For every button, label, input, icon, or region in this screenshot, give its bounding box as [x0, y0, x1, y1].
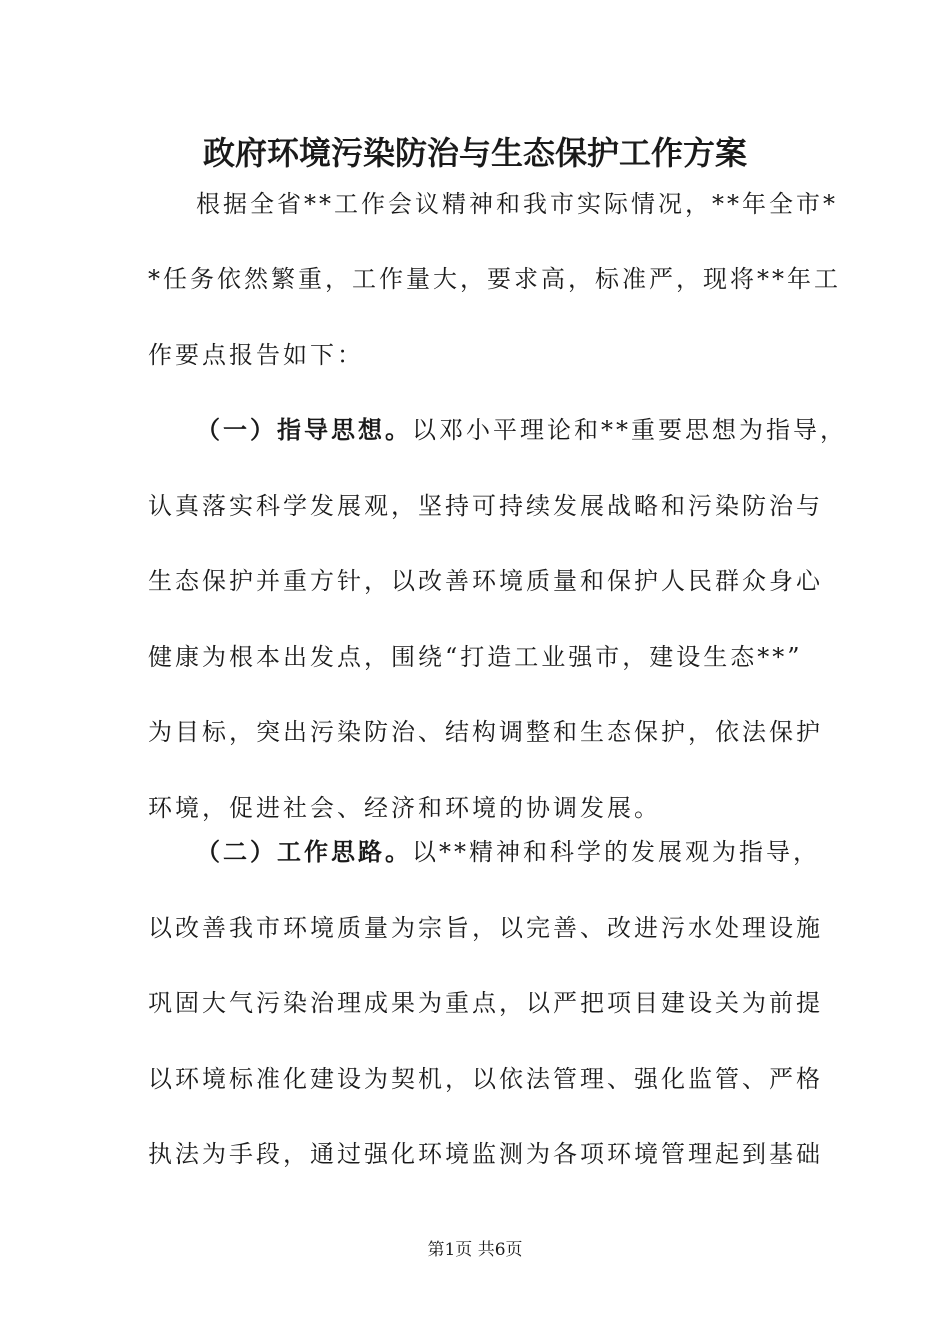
- section1-line-5: 为目标，突出污染防治、结构调整和生态保护，依法保护: [148, 718, 823, 746]
- intro-line-3: 作要点报告如下：: [148, 341, 364, 369]
- section2-first-line-text: 以**精神和科学的发展观为指导，: [412, 838, 820, 866]
- section2-line-2: 以改善我市环境质量为宗旨，以完善、改进污水处理设施: [148, 914, 823, 942]
- section1-line-2: 认真落实科学发展观，坚持可持续发展战略和污染防治与: [148, 492, 823, 520]
- section2-line-5: 执法为手段，通过强化环境监测为各项环境管理起到基础: [148, 1140, 823, 1168]
- section1-line-3: 生态保护并重方针，以改善环境质量和保护人民群众身心: [148, 567, 823, 595]
- page-footer: 第1页 共6页: [427, 1240, 523, 1260]
- section1-first-line: [196, 410, 847, 450]
- section2-line-3: 巩固大气污染治理成果为重点，以严把项目建设关为前提: [148, 989, 823, 1017]
- section2-heading: （二）工作思路。: [196, 838, 412, 866]
- section1-heading: （一）指导思想。: [196, 416, 412, 444]
- section1-line-6: 环境，促进社会、经济和环境的协调发展。: [148, 794, 661, 822]
- intro-line-2: *任务依然繁重，工作量大，要求高，标准严，现将**年工: [148, 265, 841, 293]
- section2-first-line: [196, 832, 820, 872]
- section2-line-4: 以环境标准化建设为契机，以依法管理、强化监管、严格: [148, 1065, 823, 1093]
- section1-first-line-text: 以邓小平理论和**重要思想为指导，: [412, 416, 847, 444]
- section1-line-4: 健康为根本出发点，围绕“打造工业强市，建设生态**”: [148, 643, 803, 671]
- document-title: 政府环境污染防治与生态保护工作方案: [202, 134, 747, 172]
- intro-line-1: 根据全省**工作会议精神和我市实际情况，**年全市*: [196, 190, 838, 218]
